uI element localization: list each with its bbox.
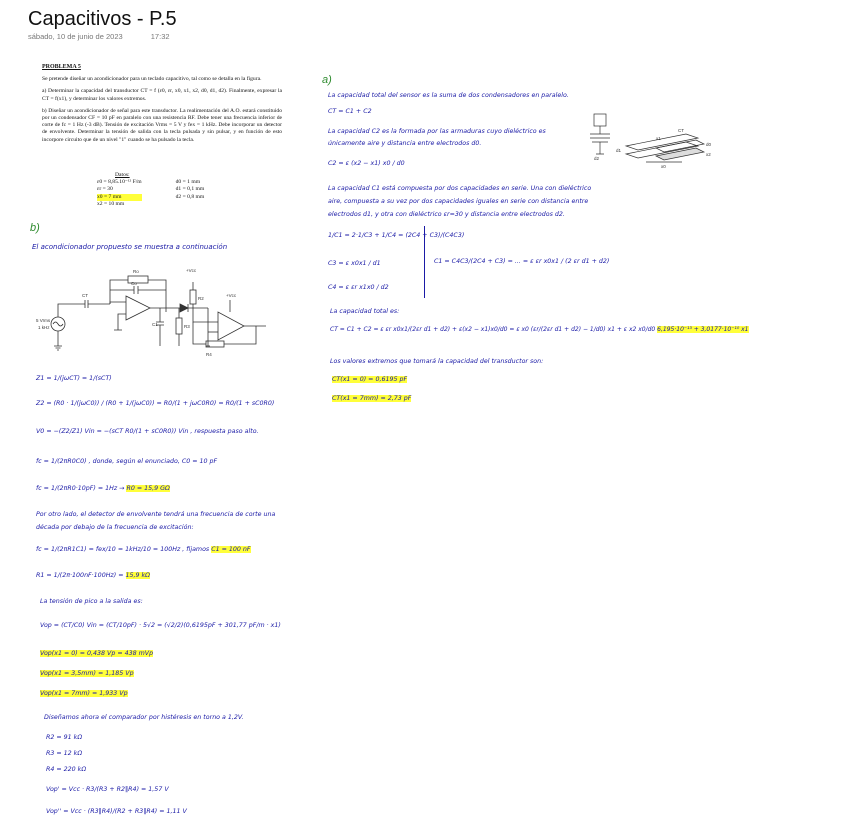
eq-z1: Z1 = 1/(jωCT) = 1/(sCT) xyxy=(36,375,112,382)
vop-x7: Vop(x1 = 7mm) = 1,933 Vp xyxy=(40,690,128,697)
eq-r1-expr: R1 = 1/(2π·100nF·100Hz) = xyxy=(36,572,124,579)
page-meta xyxy=(28,32,196,41)
fig-d2: d2 xyxy=(594,156,600,161)
page-title: Capacitivos - P.5 xyxy=(28,8,177,30)
c1-result: C1 = 100 nF xyxy=(211,546,251,553)
eq-z2: Z2 = (R0 · 1/(jωC0)) / (R0 + 1/(jωC0)) = R0/(1 + jωC0R0) = R0/(1 + sC0R0) xyxy=(36,400,275,407)
problem-data xyxy=(97,172,204,208)
data-x2: x2 = 10 mm xyxy=(97,200,125,207)
data-e0: ε0 = 8,85.10⁻¹² F/m xyxy=(97,179,142,186)
eq-ct-total xyxy=(330,326,749,333)
vop-x35: Vop(x1 = 3,5mm) = 1,185 Vp xyxy=(40,670,134,677)
fig-x0: x0 xyxy=(661,164,666,169)
r1-result: 15,9 kΩ xyxy=(125,572,150,579)
ct-total-result: 6,195·10⁻¹³ + 3,0177·10⁻¹⁰ x1 xyxy=(657,326,749,333)
eq-c3: C3 = ε x0x1 / d1 xyxy=(328,260,381,267)
vcc1-label: +Vcc xyxy=(186,268,197,273)
r4-value: R4 = 220 kΩ xyxy=(46,766,87,773)
problem-heading: PROBLEMA 5 xyxy=(42,64,81,70)
eq-fc: fc = 1/(2πR0C0) , donde, según el enunciado, C0 = 10 pF xyxy=(36,458,218,465)
eq-r1 xyxy=(36,572,150,579)
ct-min: CT(x1 = 0) = 0,6195 pF xyxy=(332,376,408,383)
r4-label: R4 xyxy=(206,352,212,357)
r2-value: R2 = 91 kΩ xyxy=(46,734,83,741)
ct-capacitor xyxy=(85,300,88,308)
eq-ct-total-expr: CT = C1 + C2 = ε εr x0x1/(2εr d1 + d2) + ε(x2 − x1)x0/d0 = ε x0 (εr/(2εr d1 + d2) − 1/d0) x1 + ε x2 x0/d0 xyxy=(330,326,656,333)
fig-ct: CT xyxy=(678,128,684,133)
part-a-intro: La capacidad total del sensor es la suma de dos condensadores en paralelo. xyxy=(328,92,569,99)
c1-label: C1 xyxy=(152,322,158,327)
ro-label: Ro xyxy=(133,269,139,274)
data-d1: d1 = 0,1 mm xyxy=(175,186,205,193)
r3-resistor xyxy=(176,318,182,334)
problem-a: a) Determinar la capacidad del transductor CT = f (ε0, εr, x0, x1, x2, d0, d1, d2). Finalmente, expresar la CT = f(x1), y determinar los valores extremos. xyxy=(42,88,282,102)
extremes-text: Los valores extremos que tomará la capacidad del transductor son: xyxy=(330,358,544,365)
eq-ro-expr: fc = 1/(2πR0·10pF) = 1Hz → xyxy=(36,485,125,492)
fig-d0: d0 xyxy=(706,142,712,147)
problem-b: b) Diseñar un acondicionador de señal para este transductor. La realimentación del A.O. estará constituido por un condensador CF = 10 pF en paralelo con una resistencia RF. Debe tener una frecuencia inferior de corte de fc = 1 Hz (-3 dB). Tensión de excitación Vrms = 5 V y fex = 1 kHz. Debe incorporar un detector de envolvente. Determinar la tensión de salida con la tecla pulsada y sin pulsar, y en función de esto incorpore circuito que de un nivel "1" cuando se ha pulsado la tecla. xyxy=(42,107,282,143)
fig-x1: x1 xyxy=(656,136,661,141)
peak-text: La tensión de pico a la salida es: xyxy=(40,598,143,605)
src-voltage-label: 5 Vrms xyxy=(36,318,51,323)
eq-fc-detector-expr: fc = 1/(2πR1C1) = fex/10 = 1kHz/10 = 100Hz , fijamos xyxy=(36,546,210,553)
fig-x2: x2 xyxy=(706,152,711,157)
envelope-text: Por otro lado, el detector de envolvente tendrá una frecuencia de corte una década por debajo de la frecuencia de excitación: xyxy=(36,511,276,531)
vop-x0: Vop(x1 = 0) = 0,438 Vp = 438 mVp xyxy=(40,650,154,657)
page-date: sábado, 10 de junio de 2023 xyxy=(28,32,123,41)
opamp-1-icon xyxy=(126,296,150,320)
diode-icon xyxy=(180,304,188,312)
problem-intro: Se pretende diseñar un acondicionador para un teclado capacitivo, tal como se detalla en la figura. xyxy=(42,76,262,83)
problem-statement xyxy=(42,64,282,149)
brace-divider xyxy=(424,226,426,298)
data-title: Datos: xyxy=(115,172,130,178)
eq-ct-sum: CT = C1 + C2 xyxy=(328,108,372,115)
fig-d1: d1 xyxy=(616,148,622,153)
opamp-2-icon xyxy=(218,312,244,340)
eq-c2: C2 = ε (x2 − x1) x0 / d0 xyxy=(328,160,405,167)
eq-c1: C1 = C4C3/(2C4 + C3) = ... = ε εr x0x1 / (2 εr d1 + d2) xyxy=(434,258,610,265)
eq-vop-low: Vop'' = Vcc · (R3‖R4)/(R2 + R3‖R4) = 1,11 V xyxy=(46,808,187,815)
eq-fc-detector xyxy=(36,546,251,553)
c1-capacitor xyxy=(156,308,164,346)
eq-v0: V0 = −(Z2/Z1) Vin = −(sCT R0/(1 + sC0R0)) Vin , respuesta paso alto. xyxy=(36,428,259,435)
eq-c1-inverse: 1/C1 = 2·1/C3 + 1/C4 = (2C4 + C3)/(C4C3) xyxy=(328,232,465,239)
data-er: εr = 30 xyxy=(97,186,113,193)
c2-text: La capacidad C2 es la formada por las armaduras cuyo dieléctrico es únicamente aire y distancia entre electrodos d0. xyxy=(328,128,546,147)
co-capacitor xyxy=(110,286,166,294)
r3-value: R3 = 12 kΩ xyxy=(46,750,83,757)
data-d2: d2 = 0,8 mm xyxy=(175,193,205,200)
r2-resistor xyxy=(190,290,196,304)
vcc2-label: +Vcc xyxy=(226,293,237,298)
eq-vop: Vop = (CT/C0) Vin = (CT/10pF) · 5√2 = (√2/2)(0,6195pF + 301,77 pF/m · x1) xyxy=(40,622,281,629)
co-label: Co xyxy=(131,281,137,286)
part-a-label: a) xyxy=(322,74,332,86)
eq-ro xyxy=(36,485,170,492)
sensor-figure xyxy=(586,110,721,175)
data-d0: d0 = 1 mm xyxy=(175,179,201,186)
page-time: 17:32 xyxy=(150,32,170,41)
data-x0: x0 = 7 mm xyxy=(97,194,142,201)
ct-label: CT xyxy=(82,293,88,298)
r2-label: R2 xyxy=(198,296,204,301)
eq-vop-high: Vop' = Vcc · R3/(R3 + R2‖R4) = 1,57 V xyxy=(46,786,169,793)
eq-c4: C4 = ε εr x1x0 / d2 xyxy=(328,284,389,291)
ct-max: CT(x1 = 7mm) = 2,73 pF xyxy=(332,395,412,402)
src-freq-label: 1 kHz xyxy=(38,325,50,330)
ro-result: R0 = 15,9 GΩ xyxy=(126,485,170,492)
part-b-intro: El acondicionador propuesto se muestra a continuación xyxy=(32,243,228,251)
part-b-label: b) xyxy=(30,222,40,234)
conditioner-circuit xyxy=(30,260,275,365)
total-text: La capacidad total es: xyxy=(330,308,400,315)
comparator-text: Diseñamos ahora el comparador por histéresis en torno a 1,2V. xyxy=(44,714,244,721)
c1-text: La capacidad C1 está compuesta por dos capacidades en serie. Una con dieléctrico aire, compuesta a su vez por dos capacidades iguales en serie con distancia entre electrodos d1, y otra con dieléctrico εr=30 y distancia entre electrodos d2. xyxy=(328,185,592,218)
r3-label: R3 xyxy=(184,324,190,329)
